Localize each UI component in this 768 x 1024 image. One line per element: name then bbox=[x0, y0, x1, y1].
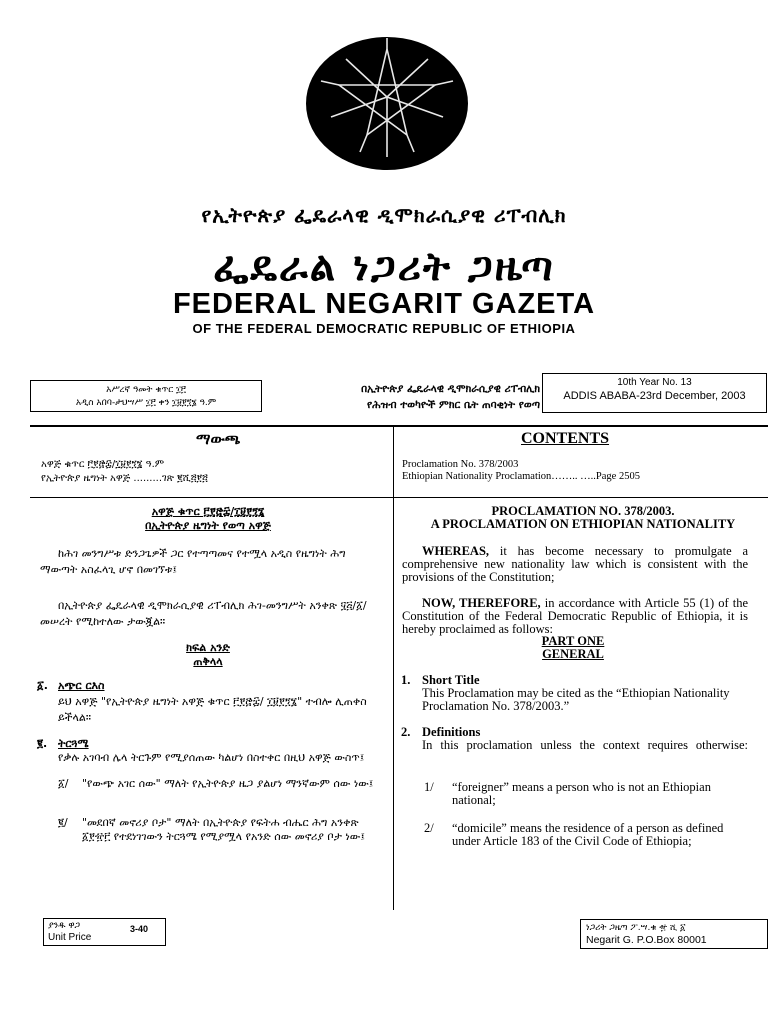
publisher-line-2: የሕዝብ ተወካዮች ምክር ቤት ጠባቂነት የወጣ bbox=[366, 399, 540, 411]
amharic-section2-title: ትርጓሜ bbox=[58, 737, 89, 750]
whereas-label: WHEREAS, bbox=[422, 544, 490, 558]
amharic-proclamation-title: አዋጅ ቁጥር ፫፻፸፰/፲፱፻፺፮ bbox=[151, 505, 265, 518]
amharic-definition2-text: "መደበኛ መኖሪያ ቦታ" ማለት በኢትዮጵያ የፍትሐ ብሔር ሕግ አንቀጽ ፩፻፹፫ የተደነገገውን ትርጓሜ የሚያሟላ የአንድ ሰው መኖሪያ ቦታ ነው፤ bbox=[82, 816, 365, 843]
ethiopian-emblem bbox=[306, 37, 468, 170]
contents-heading: CONTENTS bbox=[521, 430, 610, 447]
definition2-number: 2/ bbox=[424, 821, 434, 835]
publisher-note-amharic bbox=[276, 381, 540, 413]
contents-line2: Ethiopian Nationality Proclamation…….. …..Page 2505 bbox=[402, 471, 640, 482]
amharic-section1-title: አጭር ርእስ bbox=[58, 679, 105, 692]
part-one-title: PART ONE bbox=[541, 634, 605, 648]
now-therefore-label: NOW, THEREFORE, bbox=[422, 596, 541, 610]
issue-info-amharic-box bbox=[30, 380, 262, 412]
section2-number: 2. bbox=[401, 725, 411, 739]
section1-title: Short Title bbox=[422, 673, 480, 687]
section2-intro: In this proclamation unless the context requires otherwise: bbox=[422, 738, 748, 752]
amharic-republic-title: የኢትዮጵያ ፌዴራላዊ ዲሞክራሲያዊ ሪፐብሊክ bbox=[201, 203, 567, 227]
po-box-english: Negarit G. P.O.Box 80001 bbox=[586, 934, 707, 946]
section2-title: Definitions bbox=[422, 725, 481, 739]
amharic-part-subtitle: ጠቅላላ bbox=[193, 655, 223, 668]
issue-year-amharic: አሥረኛ ዓመት ቁጥር ፲፫ bbox=[106, 385, 186, 395]
contents-divider bbox=[30, 497, 768, 498]
preamble-whereas bbox=[402, 545, 748, 584]
po-box-box bbox=[580, 919, 768, 949]
part-one-subtitle: GENERAL bbox=[542, 647, 604, 661]
unit-price-value: 3-40 bbox=[130, 924, 149, 934]
section1-text: This Proclamation may be cited as the “Ethiopian Nationality Proclamation No. 378/2003.” bbox=[422, 686, 730, 713]
column-divider bbox=[393, 427, 394, 910]
publisher-line-1: በኢትዮጵያ ፌዴራላዊ ዲሞክራሲያዊ ሪፐብሊክ bbox=[361, 383, 540, 395]
unit-price-amharic: ያንዱ ዋጋ bbox=[48, 921, 81, 931]
amharic-preamble-2: በኢትዮጵያ ፌዴራላዊ ዲሞክራሲያዊ ሪፐብሊክ ሕገ-መንግሥት አንቀጽ ፶፭/፩/ መሠረት የሚከተለው ታውጇል። bbox=[40, 599, 367, 628]
issue-date-amharic: አዲስ አበባ-ታህሣሥ ፲፫ ቀን ፲፱፻፺፮ ዓ.ም bbox=[75, 398, 217, 408]
amharic-preamble-1: ከሕገ መንግሥቱ ድንጋጌዎች ጋር የተጣጣመና የተሟላ አዲስ የዜግነት ሕግ ማውጣት አስፈላጊ ሆኖ በመገኘቱ፤ bbox=[40, 547, 346, 576]
whereas-text: it has become necessary to promulgate a comprehensive new nationality law which is consistent with the provisions of the Constitution; bbox=[402, 544, 748, 584]
english-gazette-title: FEDERAL NEGARIT GAZETA bbox=[172, 288, 596, 320]
unit-price-label: Unit Price bbox=[48, 932, 92, 943]
proclamation-subtitle: A PROCLAMATION ON ETHIOPIAN NATIONALITY bbox=[430, 517, 736, 531]
section1-number: 1. bbox=[401, 673, 411, 687]
issue-info-english-box bbox=[542, 373, 767, 413]
definition1-number: 1/ bbox=[424, 780, 434, 794]
contents-heading-amharic: ማውጫ bbox=[196, 430, 241, 448]
contents-line1: Proclamation No. 378/2003 bbox=[402, 459, 519, 470]
unit-price-box bbox=[43, 918, 166, 946]
now-therefore-text: in accordance with Article 55 (1) of the Constitution of the Federal Democratic Republic of Ethiopia, it is hereby proclaimed as follows: bbox=[402, 596, 748, 636]
star-emblem-icon bbox=[306, 37, 468, 170]
proclamation-title: PROCLAMATION NO. 378/2003. bbox=[491, 504, 675, 518]
year-number: 10th Year No. 13 bbox=[617, 377, 692, 388]
contents-line1-amharic: አዋጅ ቁጥር ፫፻፸፰/፲፱፻፺፮ ዓ.ም bbox=[41, 459, 165, 470]
amharic-section2-intro: የቃሉ አገባብ ሌላ ትርጉም የሚያሰጠው ካልሆነ በስተቀር በዚህ አዋጅ ውስጥ፤ bbox=[58, 751, 365, 764]
amharic-gazette-title: ፌዴራል ነጋሪት ጋዜጣ bbox=[213, 244, 555, 290]
amharic-section2-number: ፪. bbox=[37, 737, 48, 750]
amharic-definition1-number: ፩/ bbox=[58, 777, 69, 790]
amharic-part-title: ክፍል አንድ bbox=[186, 641, 230, 654]
amharic-proclamation-subtitle: በኢትዮጵያ ዜግነት የወጣ አዋጅ bbox=[145, 519, 271, 532]
preamble-now-therefore bbox=[402, 597, 748, 636]
definition1-text: “foreigner” means a person who is not an Ethiopian national; bbox=[452, 780, 711, 807]
issue-date: ADDIS ABABA-23rd December, 2003 bbox=[563, 390, 746, 402]
amharic-section1-text: ይህ አዋጅ "የኢትዮጵያ ዜግነት አዋጅ ቁጥር ፫፻፸፰/ ፲፱፻፺፮" ተብሎ ሊጠቀስ ይችላል። bbox=[58, 695, 367, 724]
amharic-section1-number: ፩. bbox=[37, 679, 48, 692]
amharic-definition2-number: ፪/ bbox=[58, 816, 68, 829]
po-box-amharic: ነጋሪት ጋዜጣ ፖ.ሣ.ቁ ፹ ሺ ፩ bbox=[586, 923, 686, 933]
contents-line2-amharic: የኢትዮጵያ ዜግነት አዋጅ .........ገጽ ፪ሺ፭፻፭ bbox=[41, 473, 208, 484]
header-divider bbox=[30, 425, 768, 427]
definition2-text: “domicile” means the residence of a person as defined under Article 183 of the Civil Code of Ethiopia; bbox=[452, 821, 724, 848]
amharic-definition1-text: "የውጭ አገር ሰው" ማለት የኢትዮጵያ ዜጋ ያልሆነ ማንኛውም ሰው ነው፤ bbox=[82, 777, 374, 790]
english-subtitle: OF THE FEDERAL DEMOCRATIC REPUBLIC OF ETHIOPIA bbox=[192, 321, 576, 336]
